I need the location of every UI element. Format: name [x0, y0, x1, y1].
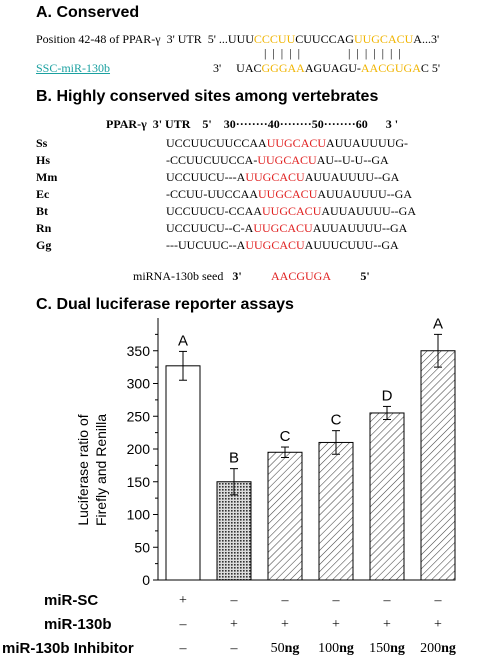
seq-post: AUUAUUUU--GA	[321, 204, 417, 218]
y-axis-label: Luciferase ratio of Firefly and Renilla	[75, 413, 109, 527]
seq-post: AUUUCUUU--GA	[304, 238, 399, 252]
y-tick-label: 300	[126, 375, 150, 392]
treatment-mark: –	[179, 617, 187, 632]
y-tick-label: 350	[126, 342, 150, 359]
species-sequence-rn	[166, 221, 407, 236]
seq-pre: UCCUUCUUCCAA	[166, 136, 267, 150]
species-name-hs: Hs	[36, 153, 51, 167]
seq-seed: UUGCACU	[266, 136, 327, 150]
treatment-mark: –	[383, 593, 391, 608]
species-name-ec: Ec	[36, 187, 50, 201]
species-name-bt: Bt	[36, 204, 48, 218]
species-sequence-ec	[166, 187, 412, 202]
seq-seed: UUGCACU	[245, 170, 305, 184]
mirna-sequence	[213, 61, 440, 76]
seq-post: AUUAUUUU--GA	[317, 187, 413, 201]
target-part-1: ...UUU	[218, 32, 254, 46]
species-sequence-ss	[166, 136, 408, 151]
seed-row	[133, 269, 370, 284]
target-part-5: A...3'	[413, 32, 440, 46]
alignment-header: PPAR-γ 3' UTR 5' 30········40········50········60 3 '	[106, 117, 399, 131]
treatment-mark: 50ng	[270, 641, 300, 656]
treatment-mark: +	[281, 617, 289, 632]
mirna-part-4: AACGUGA	[360, 61, 421, 75]
treatment-label-3: miR-130b Inhibitor	[2, 640, 134, 657]
position-label: Position 42-48 of PPAR-γ	[36, 32, 161, 46]
seq-pre: -CCUUCUUCCA-	[166, 153, 258, 167]
y-tick-label: 0	[142, 572, 150, 588]
treatment-mark: 200ng	[420, 641, 456, 656]
pairing-lines: | | | | | | | | | | | |	[264, 46, 401, 60]
species-sequence-mm	[166, 170, 399, 185]
target-sequence-row	[36, 32, 439, 47]
significance-letter: B	[228, 449, 240, 467]
treatment-mark: 150ng	[369, 641, 405, 656]
treatment-mark: +	[179, 593, 187, 608]
seq-post: AUUAUUUU--GA	[312, 221, 408, 235]
section-a-title: A. Conserved	[36, 4, 140, 21]
seq-pre: UCCUUCU---A	[166, 170, 246, 184]
significance-letter: A	[177, 332, 189, 350]
bar-2	[217, 482, 251, 580]
treatment-label-2: miR-130b	[44, 616, 112, 633]
treatment-mark: –	[434, 593, 442, 608]
treatment-mark: +	[383, 617, 391, 632]
significance-letter: C	[279, 428, 291, 446]
seq-post: AUUAUUUUG-	[326, 136, 409, 150]
seq-seed: UUGCACU	[258, 187, 318, 201]
species-sequence-gg	[166, 238, 399, 253]
mirna-sequence-row	[36, 61, 110, 76]
species-name-mm: Mm	[36, 170, 58, 184]
treatment-mark: +	[434, 617, 442, 632]
seq-seed: UUGCACU	[257, 153, 317, 167]
treatment-label-1: miR-SC	[44, 592, 99, 609]
mirna-part-2: GGGAA	[261, 61, 305, 75]
treatment-mark: –	[281, 593, 289, 608]
treatment-mark: –	[230, 593, 238, 608]
y-tick-label: 50	[134, 539, 150, 556]
five-prime-label: 5'	[207, 32, 216, 46]
seed-three-label: 3'	[232, 269, 242, 283]
treatment-mark: –	[332, 593, 340, 608]
significance-letter: A	[432, 318, 444, 333]
y-tick-label: 100	[126, 506, 150, 523]
seed-sequence: AACGUGA	[271, 269, 331, 283]
section-c-title: C. Dual luciferase reporter assays	[36, 296, 294, 313]
treatment-mark: –	[230, 641, 238, 656]
mirna-name-link[interactable]: SSC-miR-130b	[36, 61, 111, 75]
section-b-title: B. Highly conserved sites among vertebrates	[36, 88, 379, 105]
species-sequence-bt	[166, 204, 416, 219]
target-part-3: CUUCCAG	[295, 32, 354, 46]
mirna-three-label: 3'	[213, 61, 222, 75]
utr-label: 3' UTR	[166, 32, 202, 46]
seq-pre: UCCUUCU--C-A	[166, 221, 254, 235]
treatment-mark: +	[230, 617, 238, 632]
species-name-ss: Ss	[36, 136, 48, 150]
mirna-part-5: C 5'	[420, 61, 441, 75]
bar-4	[319, 442, 353, 580]
seed-label: miRNA-130b seed	[133, 269, 224, 283]
bar-1	[166, 366, 200, 580]
significance-letter: C	[330, 411, 342, 429]
bar-3	[268, 452, 302, 580]
species-name-rn: Rn	[36, 221, 52, 235]
luciferase-bar-chart	[0, 318, 480, 608]
species-name-gg: Gg	[36, 238, 52, 252]
seq-pre: UCCUUCU-CCAA	[166, 204, 263, 218]
bar-6	[421, 351, 455, 580]
y-tick-label: 250	[126, 408, 150, 425]
target-part-4: UUGCACU	[353, 32, 414, 46]
mirna-part-1: UAC	[236, 61, 262, 75]
seq-pre: -CCUU-UUCCAA	[166, 187, 259, 201]
target-part-2: CCCUU	[253, 32, 296, 46]
seq-seed: UUGCACU	[245, 238, 305, 252]
significance-letter: D	[381, 387, 393, 405]
seed-five-label: 5'	[360, 269, 370, 283]
seq-post: AU--U-U--GA	[316, 153, 389, 167]
y-tick-label: 150	[126, 473, 150, 490]
treatment-mark: 100ng	[318, 641, 354, 656]
bar-5	[370, 413, 404, 580]
y-tick-label: 200	[126, 441, 150, 457]
treatment-mark: +	[332, 617, 340, 632]
seq-post: AUUAUUUU--GA	[304, 170, 400, 184]
mirna-part-3: AGUAGU-	[304, 61, 361, 75]
seq-pre: ---UUCUUC--A	[166, 238, 246, 252]
seq-seed: UUGCACU	[253, 221, 313, 235]
seq-seed: UUGCACU	[262, 204, 322, 218]
species-sequence-hs	[166, 153, 389, 168]
treatment-mark: –	[179, 641, 187, 656]
